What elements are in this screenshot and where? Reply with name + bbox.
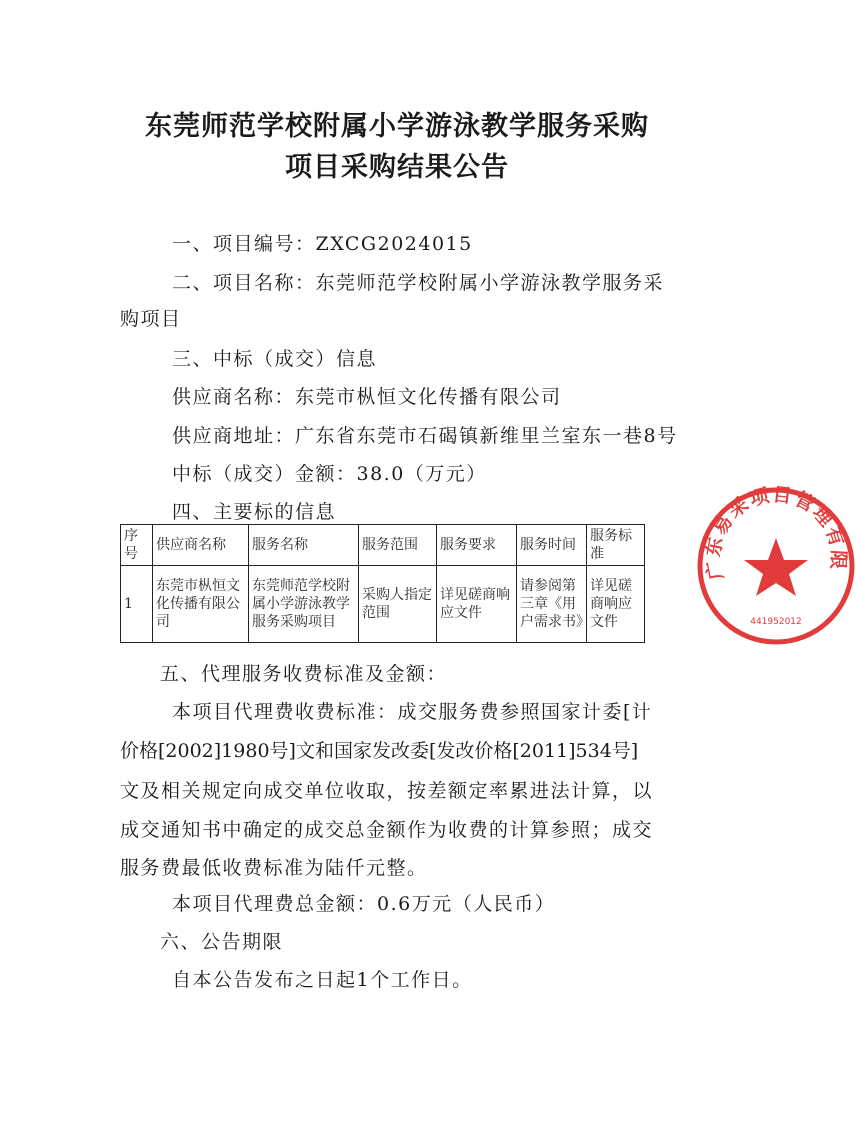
period-body: 自本公告发布之日起1个工作日。 [172,969,473,991]
cell-index: 1 [121,566,153,643]
cell-service-time: 请参阅第三章《用户需求书》 [517,566,587,643]
header-supplier: 供应商名称 [153,525,249,566]
cell-supplier: 东莞市枞恒文化传播有限公司 [153,566,249,643]
award-amount: 中标（成交）金额：38.0（万元） [172,463,487,485]
table-header-row [121,525,645,566]
header-service-name: 服务名称 [249,525,359,566]
seal-text: 广东易采项目管理有限 [702,486,850,582]
header-service-requirement: 服务要求 [437,525,517,566]
fee-body-line2: 价格[2002]1980号]文和国家发改委[发改价格[2011]534号] [120,740,639,762]
fee-body-line1: 本项目代理费收费标准：成交服务费参照国家计委[计 [172,701,653,723]
project-name-line1: 二、项目名称：东莞师范学校附属小学游泳教学服务采 [172,272,665,294]
fee-body-line3: 文及相关规定向成交单位收取，按差额定率累进法计算，以 [120,780,654,802]
header-service-time: 服务时间 [517,525,587,566]
seal-number: 441952012 [750,617,802,627]
subject-heading: 四、主要标的信息 [172,501,337,523]
header-index: 序号 [121,525,153,566]
cell-service-standard: 详见磋商响应文件 [587,566,645,643]
period-heading: 六、公告期限 [160,931,284,953]
fee-body-line5: 服务费最低收费标准为陆仟元整。 [120,857,428,879]
table-row [121,566,645,643]
seal-graphic [696,486,856,646]
header-service-standard: 服务标准 [587,525,645,566]
fee-heading: 五、代理服务收费标准及金额： [160,663,448,685]
seal-star-icon [744,538,808,596]
subject-info-table [120,524,645,643]
project-name-line2: 购项目 [120,308,182,330]
header-service-scope: 服务范围 [359,525,437,566]
cell-service-scope: 采购人指定范围 [359,566,437,643]
doc-title-line1: 东莞师范学校附属小学游泳教学服务采购 [145,111,649,142]
fee-body-line4: 成交通知书中确定的成交总金额作为收费的计算参照；成交 [120,819,654,841]
supplier-address: 供应商地址：广东省东莞市石碣镇新维里兰室东一巷8号 [172,425,678,447]
supplier-name: 供应商名称：东莞市枞恒文化传播有限公司 [172,386,562,408]
fee-total: 本项目代理费总金额：0.6万元（人民币） [172,893,556,915]
award-heading: 三、中标（成交）信息 [172,348,378,370]
doc-title-line2: 项目采购结果公告 [285,152,509,183]
project-number: 一、项目编号：ZXCG2024015 [172,233,473,255]
cell-service-name: 东莞师范学校附属小学游泳教学服务采购项目 [249,566,359,643]
official-seal [696,486,850,646]
cell-service-requirement: 详见磋商响应文件 [437,566,517,643]
